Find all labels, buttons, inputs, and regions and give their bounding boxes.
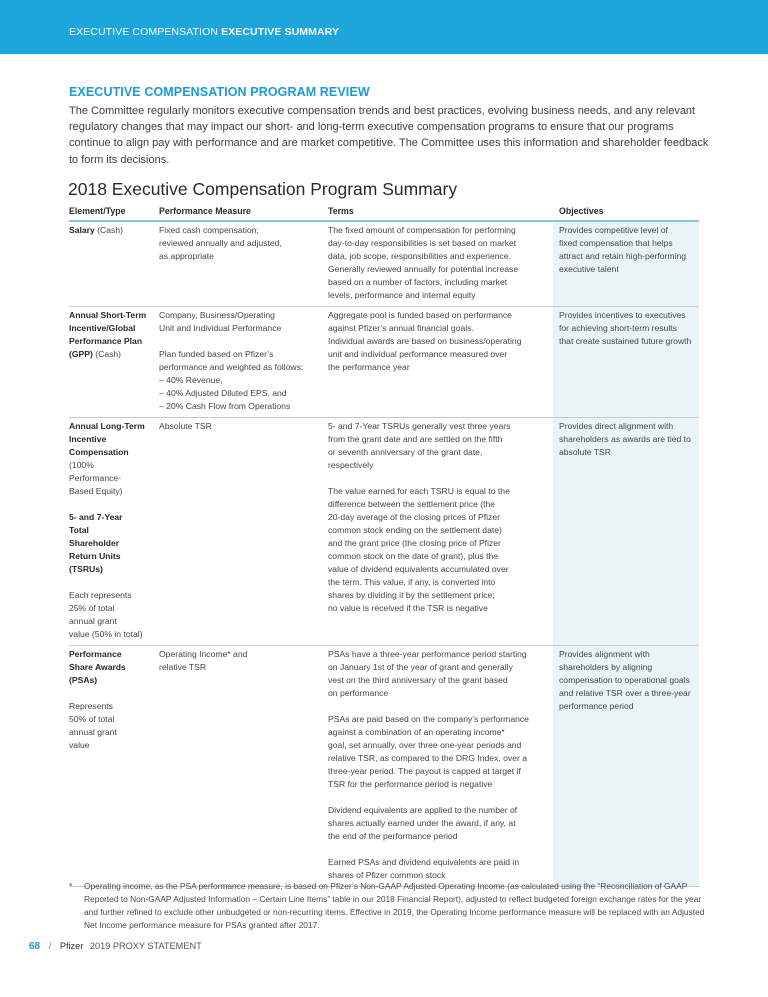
section-heading: EXECUTIVE COMPENSATION PROGRAM REVIEW	[69, 85, 370, 99]
objectives-line: that create sustained future growth	[559, 336, 692, 346]
terms-line: The fixed amount of compensation for performing	[328, 225, 516, 235]
objectives-line: Provides competitive level of	[559, 225, 668, 235]
objectives-line: attract and retain high-performing	[559, 251, 687, 261]
table-row-salary	[69, 221, 699, 307]
footnote-asterisk: *	[69, 881, 73, 891]
element-type-line: Based Equity)	[69, 486, 123, 496]
measure-weight-eps: – 40% Adjusted Diluted EPS, and	[159, 388, 287, 398]
objectives-line: Provides direct alignment with	[559, 421, 674, 431]
objectives-line: for achieving short-term results	[559, 323, 677, 333]
objectives-line: shareholders as awards are tied to	[559, 434, 691, 444]
cell-terms	[328, 418, 553, 646]
element-name-line: Share Awards	[69, 662, 126, 672]
terms-line: shares actually earned under the award, if any, at	[328, 818, 516, 828]
terms-line: PSAs have a three-year performance period starting	[328, 649, 527, 659]
banner-breadcrumb	[69, 26, 339, 38]
banner-subsection: EXECUTIVE SUMMARY	[221, 26, 340, 38]
element-type: (Cash)	[92, 349, 122, 359]
terms-line: 20-day average of the closing prices of Pfizer	[328, 512, 500, 522]
header-terms: Terms	[328, 205, 553, 221]
terms-line: common stock ending on the settlement date)	[328, 525, 502, 535]
terms-line: goal, set annually, over three one-year periods and	[328, 740, 522, 750]
measure-line: Company, Business/Operating	[159, 310, 275, 320]
measure-line: as appropriate	[159, 251, 214, 261]
element-type-line: Performance-	[69, 473, 122, 483]
objectives-line: compensation to operational goals	[559, 675, 690, 685]
intro-paragraph: The Committee regularly monitors executive compensation trends and best practices, evolving business needs, and any relevant regulatory changes that may impact our short- and long-term executive compensation programs to ensure that our programs continue to align pay with performance and are market competitive. The Committee uses this information and shareholder feedback to form its decisions.	[69, 105, 709, 166]
terms-line: against a combination of an operating income*	[328, 727, 505, 737]
terms-line: against Pfizer’s annual financial goals.	[328, 323, 474, 333]
footer-doc-title: 2019 PROXY STATEMENT	[89, 941, 202, 951]
measure-line: Operating Income* and	[159, 649, 248, 659]
objectives-line: Provides incentives to executives	[559, 310, 686, 320]
objectives-line: performance period	[559, 701, 634, 711]
terms-line: vest on the third anniversary of the grant based	[328, 675, 508, 685]
measure-weight-cash-flow: – 20% Cash Flow from Operations	[159, 401, 291, 411]
terms-line: no value is received if the TSR is negative	[328, 603, 488, 613]
terms-line: PSAs are paid based on the company’s performance	[328, 714, 529, 724]
terms-line: based on a number of factors, including market	[328, 277, 508, 287]
terms-line: on January 1st of the year of grant and generally	[328, 662, 513, 672]
objectives-line: shareholders by aligning	[559, 662, 653, 672]
element-note-line: annual grant	[69, 616, 117, 626]
footer-brand: Pfizer	[59, 941, 84, 951]
element-name-line: Shareholder	[69, 538, 120, 548]
cell-measure	[159, 646, 328, 887]
element-name-line: (GPP)	[69, 349, 93, 359]
header-performance-measure: Performance Measure	[159, 205, 328, 221]
terms-line: from the grant date and are settled on the fifth	[328, 434, 503, 444]
cell-element	[69, 221, 159, 307]
element-type-line: (100%	[69, 460, 94, 470]
element-type: (Cash)	[94, 225, 123, 235]
terms-line: Dividend equivalents are applied to the number of	[328, 805, 518, 815]
measure-line: relative TSR	[159, 662, 207, 672]
element-name-line: Return Units	[69, 551, 121, 561]
terms-line: common stock on the date of grant), plus the	[328, 551, 499, 561]
element-note-line: value (50% in total)	[69, 629, 143, 639]
terms-line: or seventh anniversary of the grant date,	[328, 447, 483, 457]
objectives-line: Provides alignment with	[559, 649, 650, 659]
cell-element	[69, 418, 159, 646]
terms-line: unit and individual performance measured over	[328, 349, 508, 359]
terms-line: 5- and 7-Year TSRUs generally vest three years	[328, 421, 511, 431]
cell-measure	[159, 307, 328, 418]
cell-terms	[328, 221, 553, 307]
cell-element	[69, 646, 159, 887]
element-name: Salary	[69, 225, 95, 235]
measure-line: Unit and Individual Performance	[159, 323, 282, 333]
element-name-line: Annual Long-Term	[69, 421, 145, 431]
element-name-line: Incentive/Global	[69, 323, 136, 333]
element-name-line: Total	[69, 525, 89, 535]
cell-measure	[159, 418, 328, 646]
header-element-type: Element/Type	[69, 205, 159, 221]
cell-objectives	[553, 646, 699, 887]
element-note-line: 25% of total	[69, 603, 115, 613]
measure-weight-revenue: – 40% Revenue,	[159, 375, 223, 385]
element-note-line: 50% of total	[69, 714, 115, 724]
measure-line: Absolute TSR	[159, 421, 212, 431]
table-row-gpp	[69, 307, 699, 418]
table-header-row	[69, 205, 699, 221]
terms-line: levels, performance and internal equity	[328, 290, 476, 300]
element-note-line: Represents	[69, 701, 113, 711]
footnote	[69, 880, 709, 932]
page-number: 68	[29, 941, 41, 952]
terms-line: TSR for the performance period is negative	[328, 779, 493, 789]
header-objectives: Objectives	[553, 205, 699, 221]
terms-line: three-year period. The payout is capped at target if	[328, 766, 521, 776]
element-note-line: annual grant	[69, 727, 117, 737]
element-name-line: Performance Plan	[69, 336, 143, 346]
element-name-line: Compensation	[69, 447, 129, 457]
cell-terms	[328, 307, 553, 418]
measure-line: performance and weighted as follows:	[159, 362, 304, 372]
terms-line: the term. This value, if any, is converted into	[328, 577, 496, 587]
cell-element	[69, 307, 159, 418]
terms-line: shares by dividing it by the settlement price;	[328, 590, 495, 600]
table-row-psa	[69, 646, 699, 887]
compensation-summary-table	[69, 205, 699, 887]
terms-line: Earned PSAs and dividend equivalents are paid in	[328, 857, 520, 867]
terms-line: the performance year	[328, 362, 410, 372]
terms-line: respectively	[328, 460, 374, 470]
terms-line: Individual awards are based on business/operating	[328, 336, 522, 346]
terms-line: the end of the performance period	[328, 831, 458, 841]
objectives-line: executive talent	[559, 264, 619, 274]
element-name-line: Incentive	[69, 434, 107, 444]
measure-line: Fixed cash compensation;	[159, 225, 259, 235]
terms-line: The value earned for each TSRU is equal to the	[328, 486, 510, 496]
cell-terms	[328, 646, 553, 887]
terms-line: relative TSR, as compared to the DRG Index, over a	[328, 753, 528, 763]
terms-line: difference between the settlement price (the	[328, 499, 496, 509]
cell-objectives	[553, 221, 699, 307]
objectives-line: and relative TSR over a three-year	[559, 688, 691, 698]
terms-line: Aggregate pool is funded based on performance	[328, 310, 512, 320]
element-name-line: Annual Short-Term	[69, 310, 147, 320]
cell-measure	[159, 221, 328, 307]
banner-section: EXECUTIVE COMPENSATION	[69, 26, 219, 38]
element-name-line: (PSAs)	[69, 675, 98, 685]
terms-line: value of dividend equivalents accumulated over	[328, 564, 509, 574]
table-row-tsru	[69, 418, 699, 646]
cell-objectives	[553, 418, 699, 646]
measure-line: Plan funded based on Pfizer’s	[159, 349, 274, 359]
footer-separator: /	[48, 941, 52, 951]
objectives-line: fixed compensation that helps	[559, 238, 673, 248]
element-note-line: Each represents	[69, 590, 132, 600]
top-banner	[0, 0, 768, 54]
element-note-line: value	[69, 740, 90, 750]
terms-line: day-to-day responsibilities is set based on market	[328, 238, 517, 248]
element-name-line: Performance	[69, 649, 122, 659]
terms-line: shares of Pfizer common stock	[328, 870, 446, 880]
element-name-line: 5- and 7-Year	[69, 512, 123, 522]
element-name-line: (TSRUs)	[69, 564, 103, 574]
table-title: 2018 Executive Compensation Program Summary	[68, 179, 458, 199]
cell-objectives	[553, 307, 699, 418]
page-footer	[29, 941, 202, 952]
terms-line: and the grant price (the closing price of Pfizer	[328, 538, 501, 548]
objectives-line: absolute TSR	[559, 447, 611, 457]
terms-line: data, job scope, responsibilities and experience.	[328, 251, 511, 261]
terms-line: Generally reviewed annually for potential increase	[328, 264, 519, 274]
measure-line: reviewed annually and adjusted,	[159, 238, 282, 248]
terms-line: on performance	[328, 688, 389, 698]
footnote-text: Operating income, as the PSA performance measure, is based on Pfizer’s Non-GAAP Adjusted Operating Income (as calculated using the “Reconciliation of GAAP Reported to Non-GAAP Adjusted Information – Certain Line Items” table in our 2018 Financial Report), adjusted to reflect budgeted foreign exchange rates for the year and further refined to exclude other unbudgeted or non-recurring items. Effective in 2019, the Operating Income performance measure will be replaced with an Adjusted Net Income performance measure for PSAs granted after 2017.	[84, 881, 705, 930]
